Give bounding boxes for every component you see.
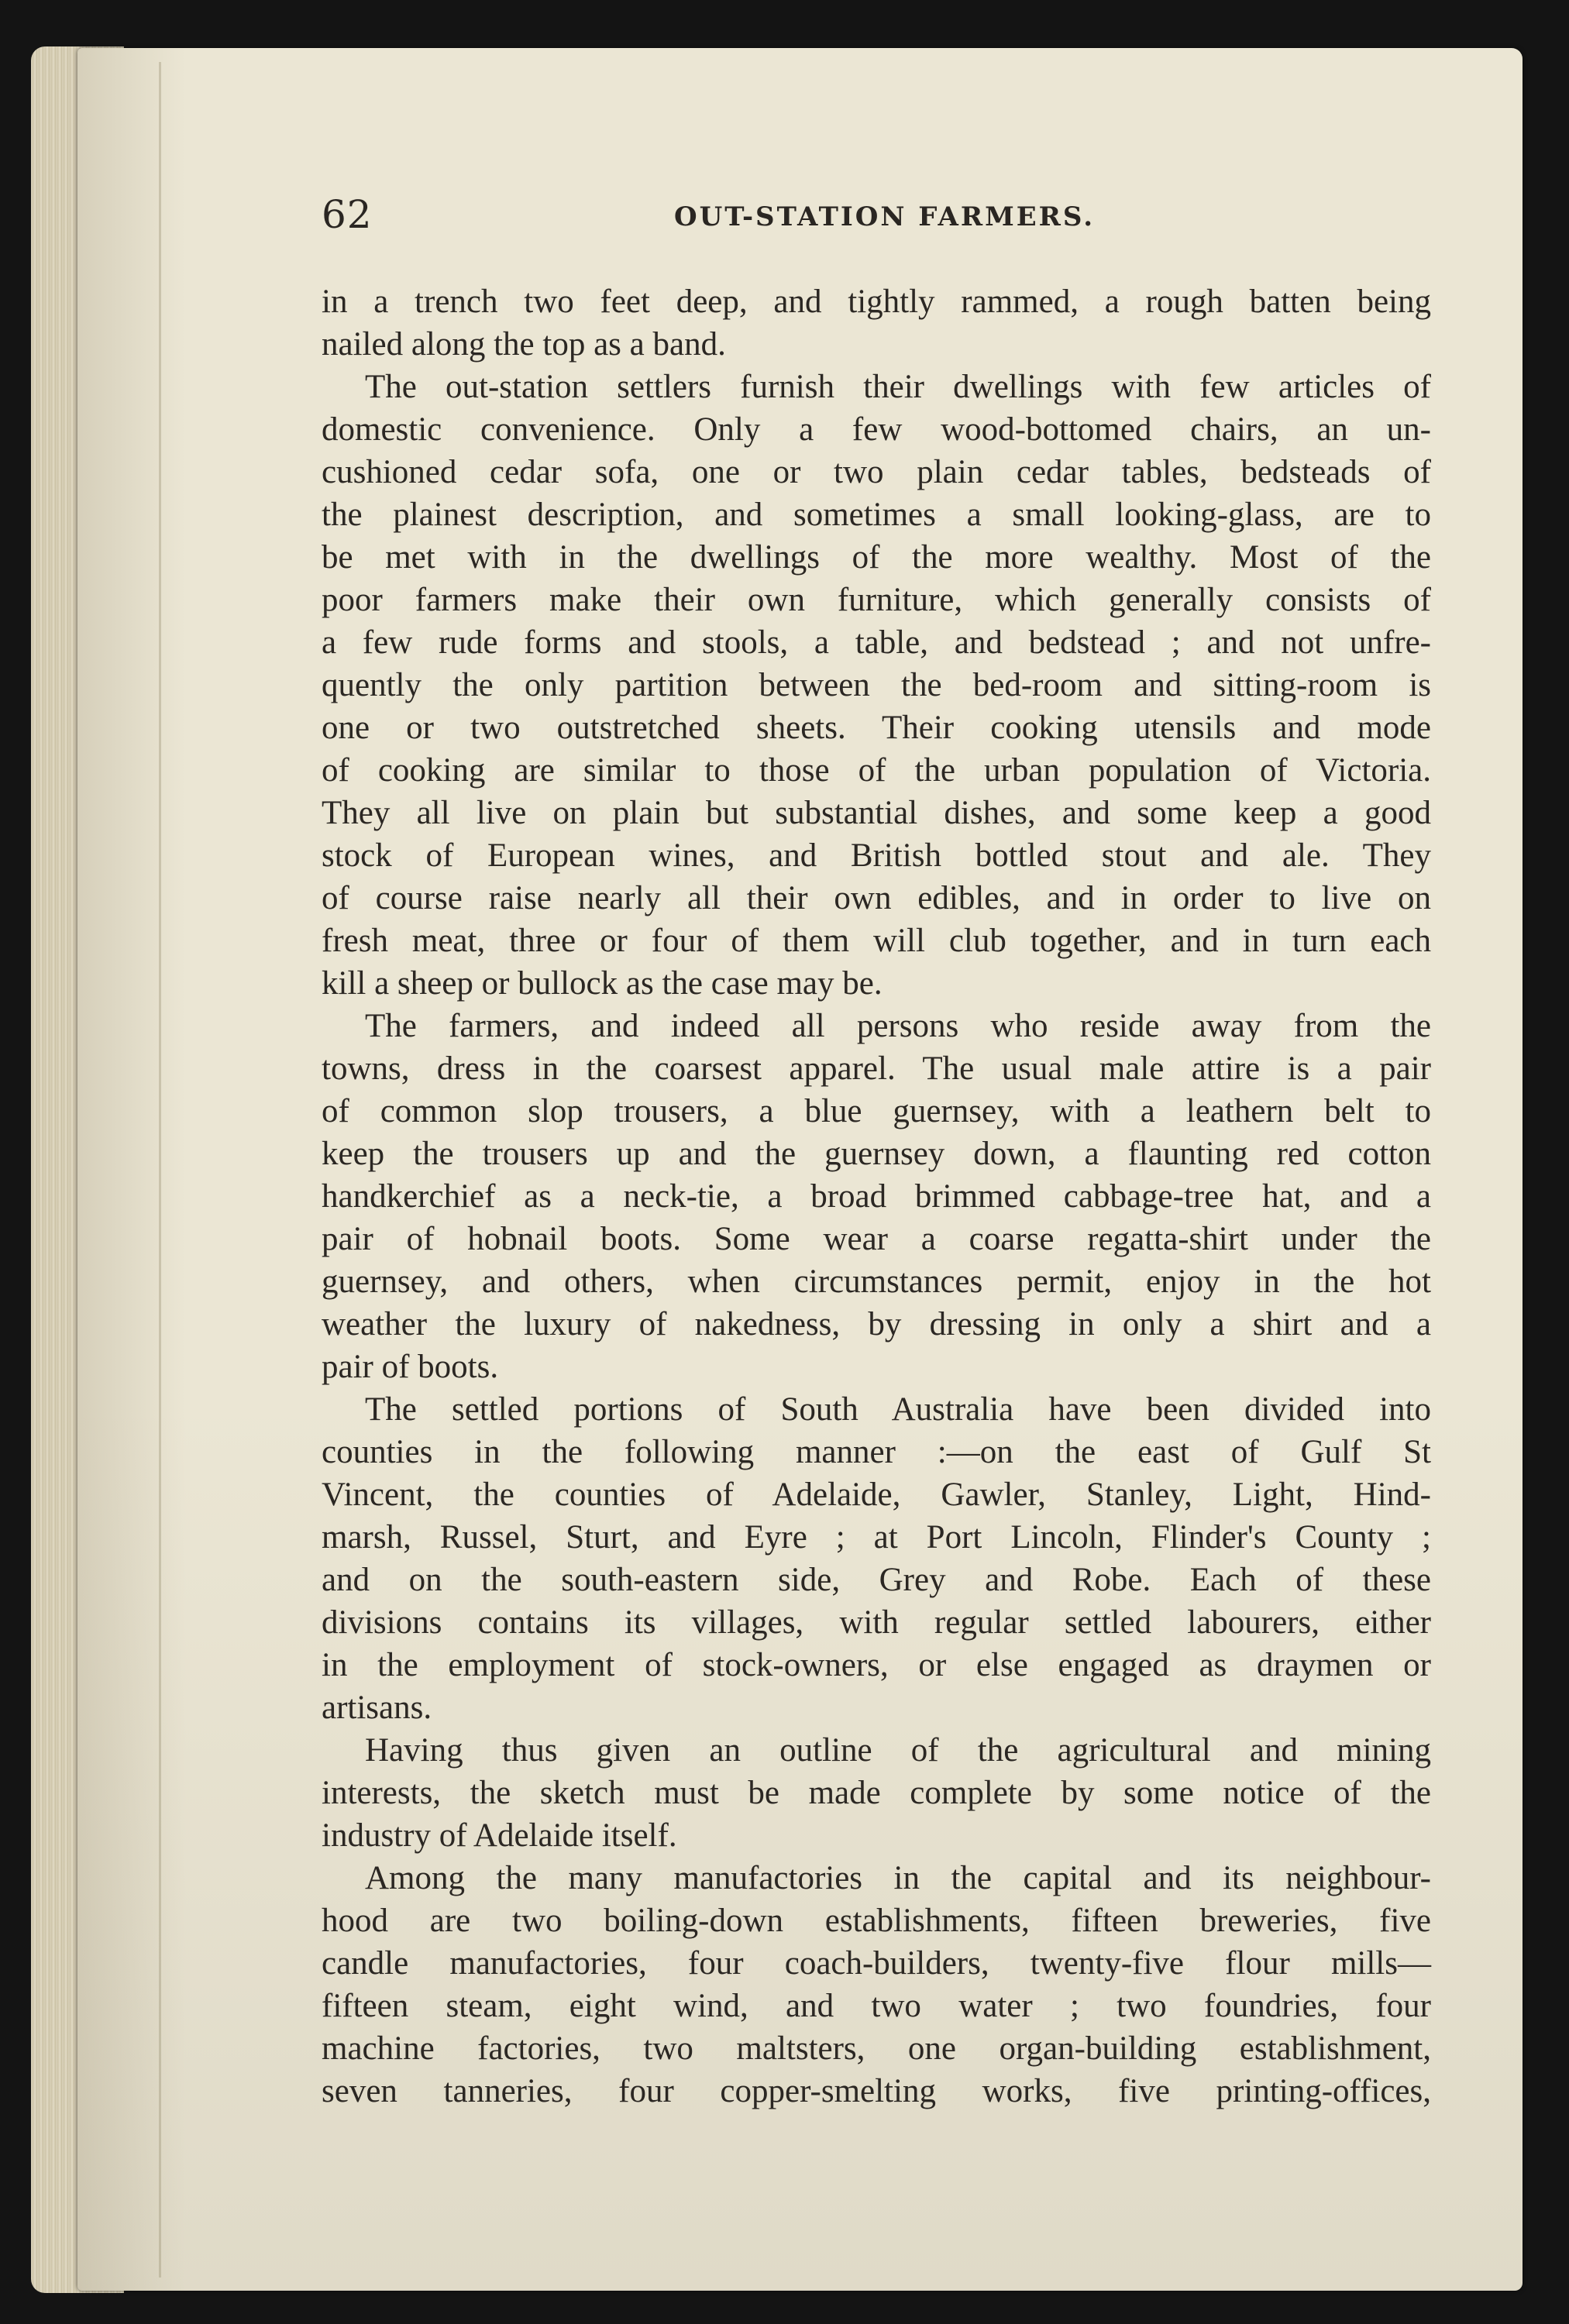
text-line: towns, dress in the coarsest apparel. The usual male attire is a pair: [322, 1050, 1431, 1087]
running-head: [322, 192, 1445, 246]
text-line: guernsey, and others, when circumstances permit, enjoy in the hot: [322, 1263, 1431, 1300]
text-line: fresh meat, three or four of them will club together, and in turn each: [322, 923, 1431, 959]
text-line: The out-station settlers furnish their dwellings with few articles of: [365, 369, 1431, 405]
text-line: keep the trousers up and the guernsey down, a flaunting red cotton: [322, 1136, 1431, 1172]
text-line: be met with in the dwellings of the more wealthy. Most of the: [322, 539, 1431, 576]
text-line: in a trench two feet deep, and tightly rammed, a rough batten being: [322, 284, 1431, 320]
text-line: industry of Adelaide itself.: [322, 1817, 677, 1854]
text-line: seven tanneries, four copper-smelting works, five printing-offices,: [322, 2073, 1431, 2109]
text-line: of course raise nearly all their own edibles, and in order to live on: [322, 880, 1431, 916]
running-title: OUT-STATION FARMERS.: [674, 201, 1096, 232]
text-line: marsh, Russel, Sturt, and Eyre ; at Port Lincoln, Flinder's County ;: [322, 1519, 1431, 1556]
text-line: The farmers, and indeed all persons who reside away from the: [365, 1008, 1431, 1044]
text-line: cushioned cedar sofa, one or two plain cedar tables, bedsteads of: [322, 454, 1431, 490]
text-line: hood are two boiling-down establishments, fifteen breweries, five: [322, 1903, 1431, 1939]
gutter-shadow: [159, 62, 161, 2278]
text-line: stock of European wines, and British bottled stout and ale. They: [322, 837, 1431, 874]
text-line: pair of hobnail boots. Some wear a coarse regatta-shirt under the: [322, 1221, 1431, 1257]
text-line: counties in the following manner :—on the east of Gulf St: [322, 1434, 1431, 1470]
text-line: They all live on plain but substantial dishes, and some keep a good: [322, 795, 1431, 831]
text-line: quently the only partition between the bed-room and sitting-room is: [322, 667, 1431, 703]
text-line: Vincent, the counties of Adelaide, Gawler, Stanley, Light, Hind-: [322, 1477, 1431, 1513]
text-line: The settled portions of South Australia have been divided into: [365, 1391, 1431, 1428]
text-line: of common slop trousers, a blue guernsey, with a leathern belt to: [322, 1093, 1431, 1129]
text-line: nailed along the top as a band.: [322, 326, 726, 363]
text-line: interests, the sketch must be made complete by some notice of the: [322, 1775, 1431, 1811]
text-line: weather the luxury of nakedness, by dressing in only a shirt and a: [322, 1306, 1431, 1342]
text-line: in the employment of stock-owners, or else engaged as draymen or: [322, 1647, 1431, 1683]
text-line: of cooking are similar to those of the urban population of Victoria.: [322, 752, 1431, 789]
text-line: one or two outstretched sheets. Their cooking utensils and mode: [322, 710, 1431, 746]
text-line: poor farmers make their own furniture, which generally consists of: [322, 582, 1431, 618]
text-line: Having thus given an outline of the agricultural and mining: [365, 1732, 1431, 1769]
page-number: 62: [322, 192, 373, 237]
text-line: domestic convenience. Only a few wood-bottomed chairs, an un-: [322, 411, 1431, 448]
text-line: and on the south-eastern side, Grey and Robe. Each of these: [322, 1562, 1431, 1598]
text-line: a few rude forms and stools, a table, and bedstead ; and not unfre-: [322, 624, 1431, 661]
text-line: divisions contains its villages, with regular settled labourers, either: [322, 1604, 1431, 1641]
text-line: machine factories, two maltsters, one organ-building establishment,: [322, 2030, 1431, 2067]
text-line: the plainest description, and sometimes a small looking-glass, are to: [322, 497, 1431, 533]
text-line: pair of boots.: [322, 1349, 499, 1385]
body-text: [322, 280, 1431, 2113]
text-line: candle manufactories, four coach-builders, twenty-five flour mills—: [322, 1945, 1431, 1982]
text-line: fifteen steam, eight wind, and two water ; two foundries, four: [322, 1988, 1431, 2024]
text-line: Among the many manufactories in the capital and its neighbour-: [365, 1860, 1431, 1896]
text-line: handkerchief as a neck-tie, a broad brimmed cabbage-tree hat, and a: [322, 1178, 1431, 1215]
text-line: artisans.: [322, 1690, 432, 1726]
text-line: kill a sheep or bullock as the case may be.: [322, 965, 883, 1002]
